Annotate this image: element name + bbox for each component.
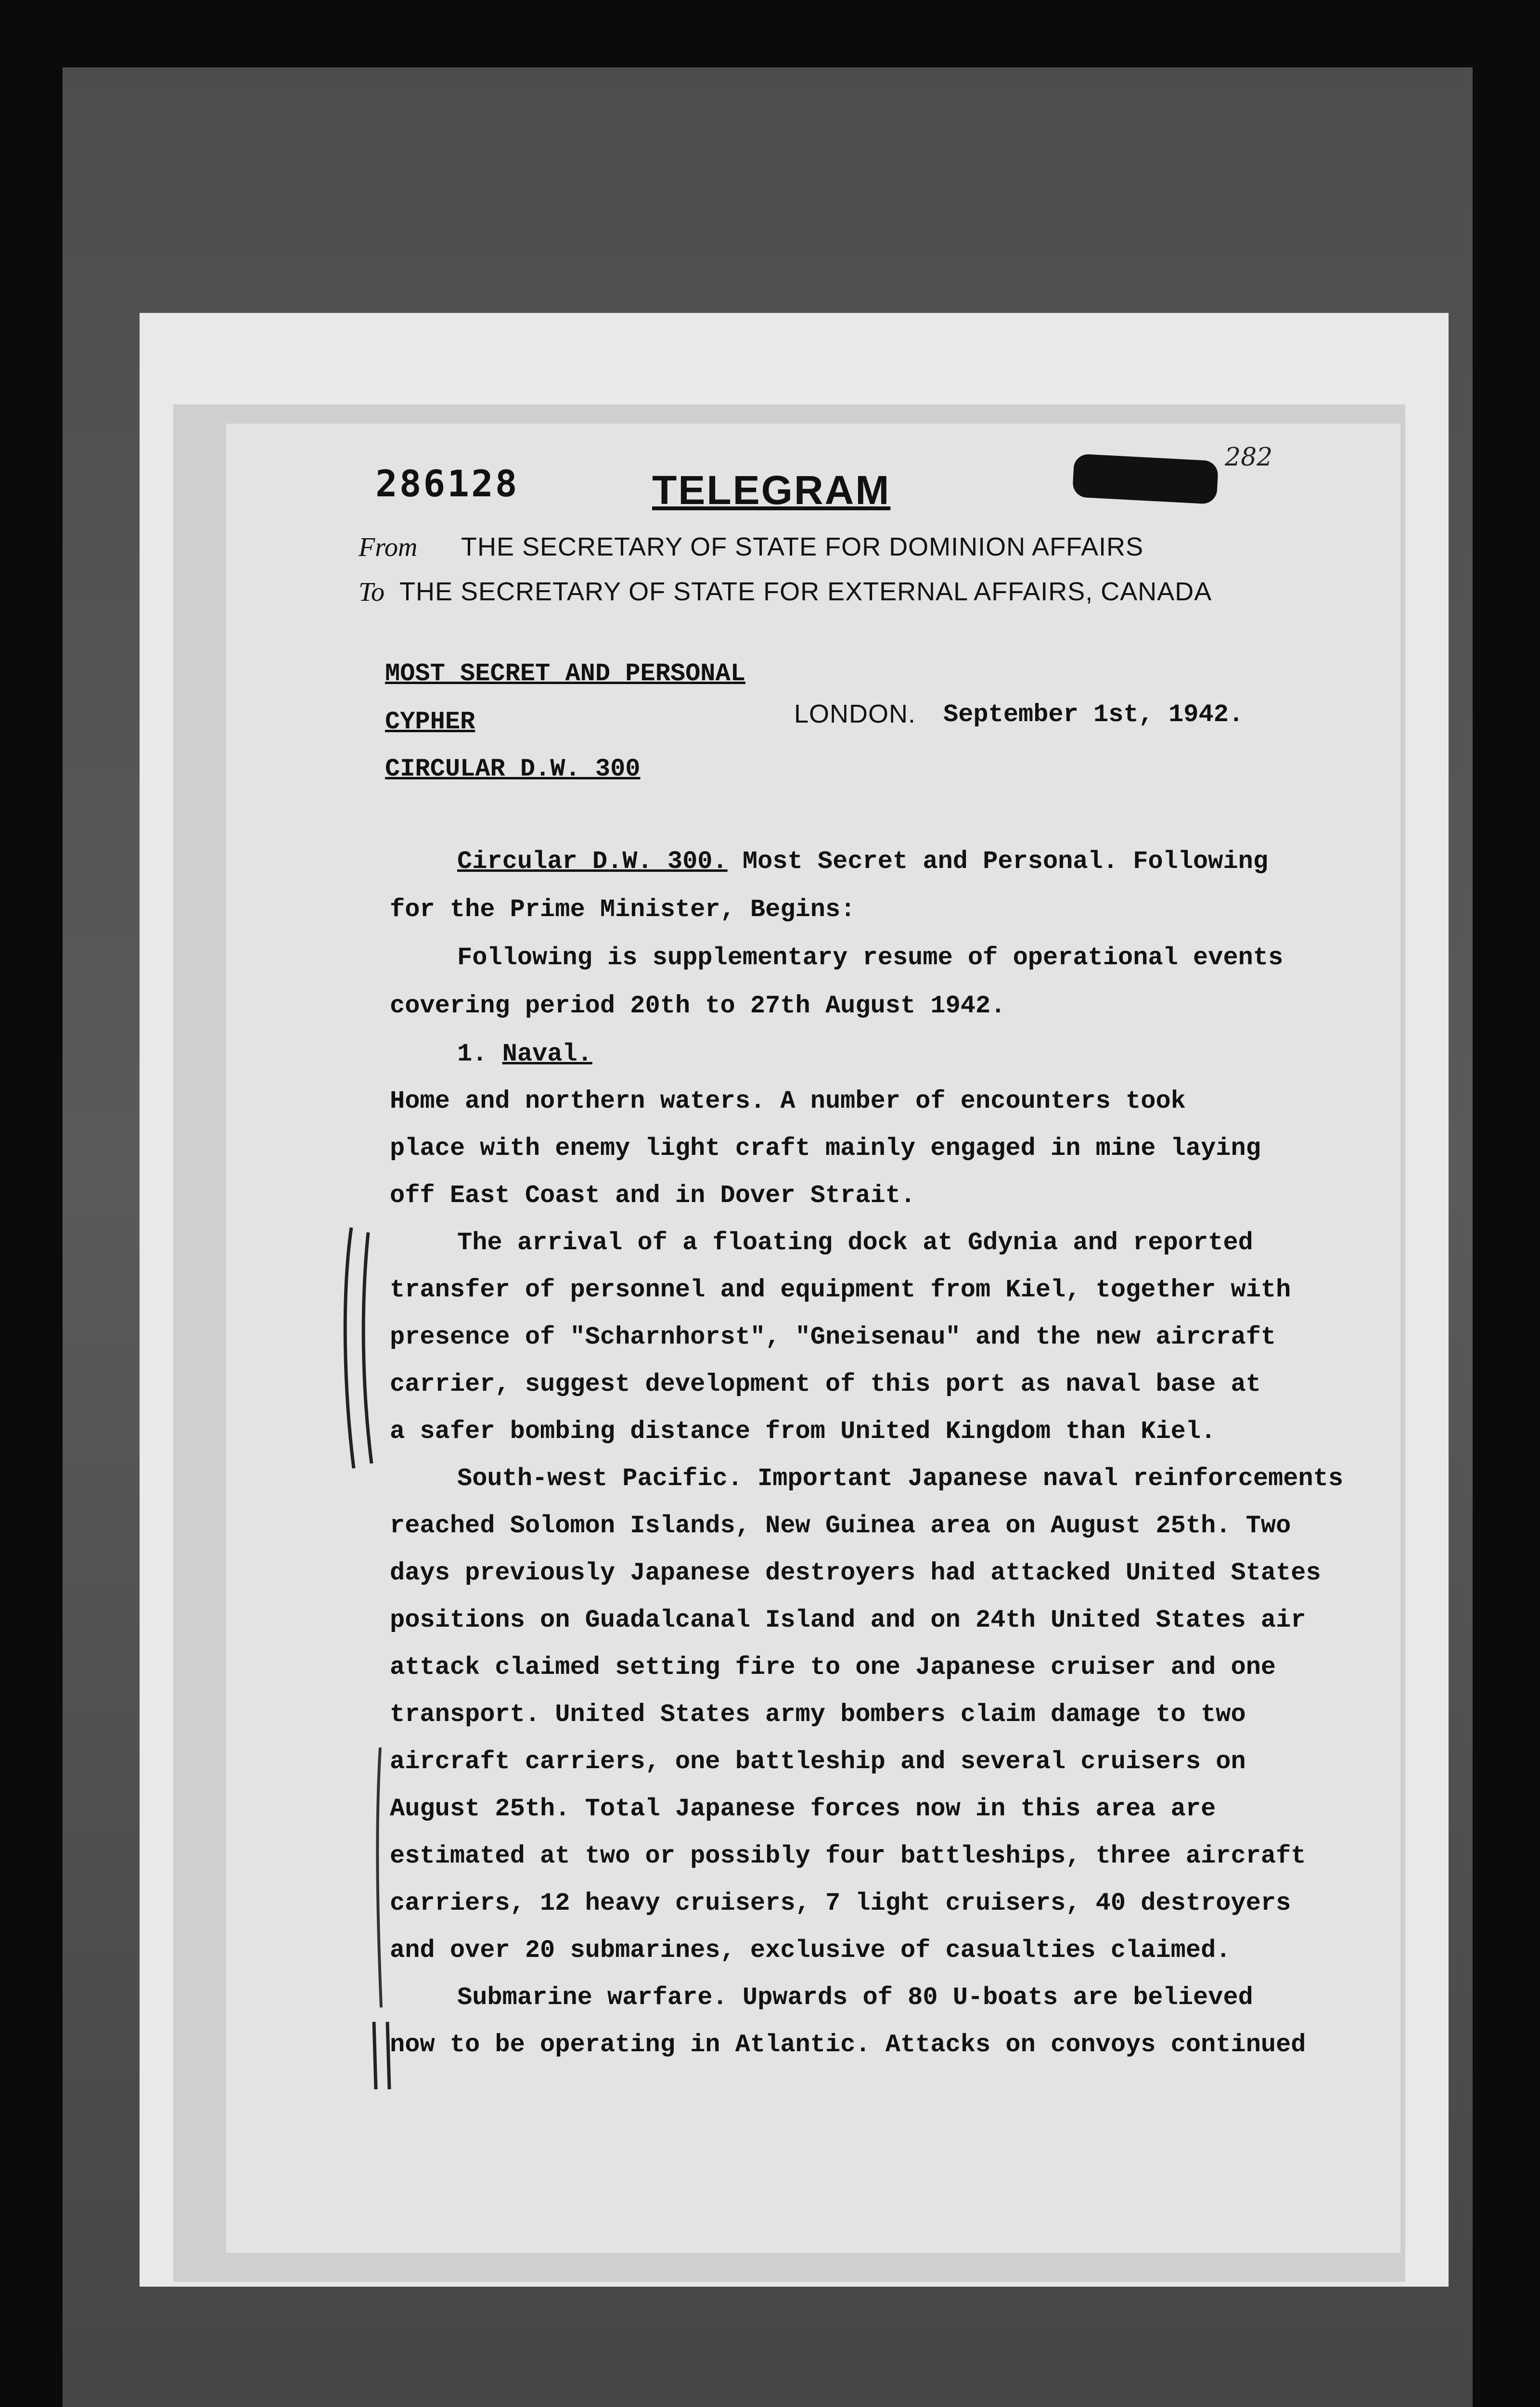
body-line: Submarine warfare. Upwards of 80 U-boats are believed bbox=[457, 1983, 1253, 2012]
place: LONDON. bbox=[794, 699, 916, 728]
circular-ref: Circular D.W. 300. bbox=[457, 847, 728, 876]
body-line: reached Solomon Islands, New Guinea area on August 25th. Two bbox=[390, 1512, 1291, 1540]
body-line: positions on Guadalcanal Island and on 24th United States air bbox=[390, 1606, 1306, 1634]
body-line: South-west Pacific. Important Japanese naval reinforcements bbox=[457, 1464, 1344, 1493]
body-line: carriers, 12 heavy cruisers, 7 light cruisers, 40 destroyers bbox=[390, 1889, 1291, 1917]
telegram-title: TELEGRAM bbox=[652, 467, 891, 513]
body-line: August 25th. Total Japanese forces now in this area are bbox=[390, 1795, 1216, 1823]
section-heading: Naval. bbox=[502, 1040, 592, 1068]
body-text: Most Secret and Personal. Following bbox=[727, 847, 1269, 876]
body-line: Following is supplementary resume of operational events bbox=[457, 944, 1283, 972]
transmission-method: CYPHER bbox=[385, 708, 475, 736]
date: September 1st, 1942. bbox=[943, 700, 1244, 729]
body-line: estimated at two or possibly four battleships, three aircraft bbox=[390, 1842, 1306, 1870]
body-line: and over 20 submarines, exclusive of casualties claimed. bbox=[390, 1936, 1231, 1965]
body-line: days previously Japanese destroyers had attacked United States bbox=[390, 1559, 1321, 1587]
circular-number: CIRCULAR D.W. 300 bbox=[385, 755, 641, 783]
body-line: Home and northern waters. A number of encounters took bbox=[390, 1087, 1186, 1115]
body-line: aircraft carriers, one battleship and several cruisers on bbox=[390, 1747, 1246, 1776]
handwritten-ref: 282 bbox=[1225, 443, 1273, 472]
from-label: From bbox=[359, 532, 418, 562]
body-line bbox=[457, 1040, 592, 1068]
body-line: presence of "Scharnhorst", "Gneisenau" and the new aircraft bbox=[390, 1323, 1276, 1351]
body-line: attack claimed setting fire to one Japanese cruiser and one bbox=[390, 1653, 1276, 1682]
body-line: transport. United States army bombers claim damage to two bbox=[390, 1700, 1246, 1729]
body-line: carrier, suggest development of this port as naval base at bbox=[390, 1370, 1261, 1398]
body-line: covering period 20th to 27th August 1942. bbox=[390, 992, 1006, 1020]
from-text: THE SECRETARY OF STATE FOR DOMINION AFFAIRS bbox=[461, 532, 1144, 561]
serial-number: 286128 bbox=[375, 462, 519, 505]
body-line: a safer bombing distance from United Kingdom than Kiel. bbox=[390, 1417, 1216, 1446]
body-line: place with enemy light craft mainly engaged in mine laying bbox=[390, 1134, 1261, 1163]
body-line: for the Prime Minister, Begins: bbox=[390, 895, 856, 924]
body-line: now to be operating in Atlantic. Attacks on convoys continued bbox=[390, 2031, 1306, 2059]
section-number: 1. bbox=[457, 1040, 502, 1068]
classification: MOST SECRET AND PERSONAL bbox=[385, 660, 745, 688]
body-line: transfer of personnel and equipment from Kiel, together with bbox=[390, 1276, 1291, 1304]
body-line bbox=[457, 847, 1268, 876]
to-text: THE SECRETARY OF STATE FOR EXTERNAL AFFAIRS, CANADA bbox=[399, 577, 1212, 606]
body-line: The arrival of a floating dock at Gdynia and reported bbox=[457, 1229, 1253, 1257]
body-line: off East Coast and in Dover Strait. bbox=[390, 1181, 916, 1210]
to-label: To bbox=[359, 577, 385, 607]
redaction-mark bbox=[1072, 453, 1219, 505]
